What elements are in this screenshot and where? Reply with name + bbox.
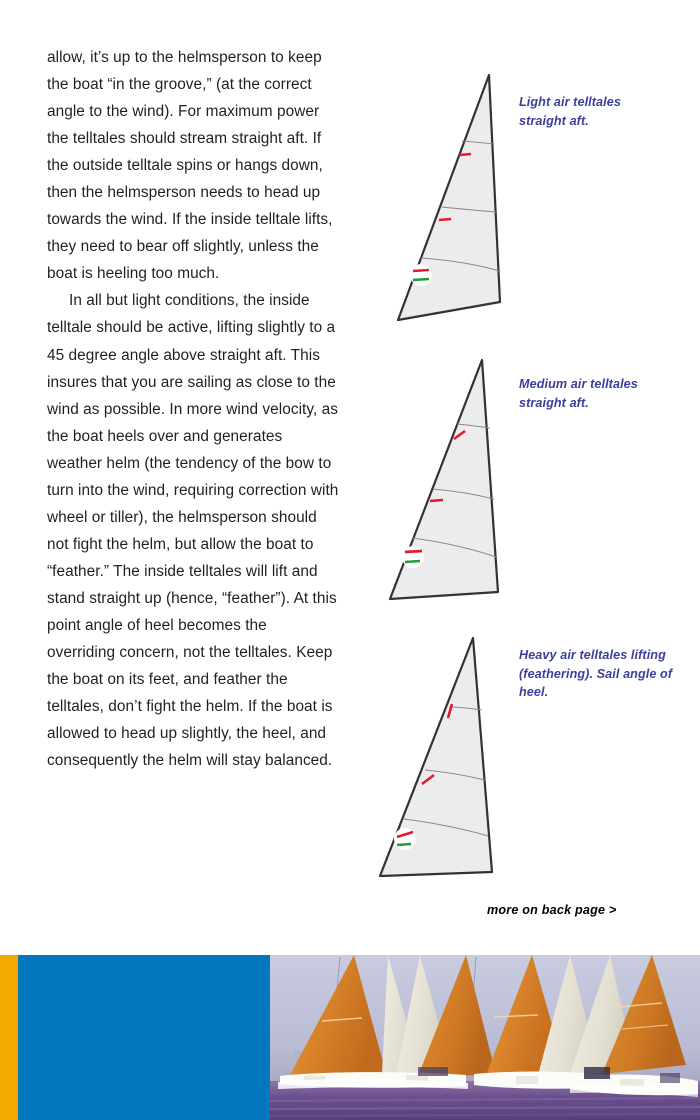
yellow-accent-strip: [0, 955, 18, 1120]
more-on-back-page-link[interactable]: more on back page >: [487, 903, 617, 917]
light-air-sail-diagram: [370, 62, 520, 342]
heavy-air-caption: Heavy air telltales lifting (feathering). Sail angle of heel.: [519, 648, 673, 700]
telltale-lower-red: [405, 551, 422, 552]
article-text-column: [47, 44, 339, 774]
light-air-caption: Light air telltales straight aft.: [519, 95, 621, 128]
medium-air-caption: Medium air telltales straight aft.: [519, 377, 638, 410]
body-paragraph-1: allow, it’s up to the helmsperson to keep the boat “in the groove,” (at the correct angle to the wind). For maximum power the telltales should stream straight aft. If the outside telltale spins or hangs down, then the helmsperson needs to head up towards the wind. If the inside telltale lifts, they need to bear off slightly, unless the boat is heeling too much.: [47, 49, 333, 283]
telltale-lower-green: [405, 561, 420, 562]
telltale-lower-red: [413, 270, 429, 271]
telltale-callout-bubble: [410, 264, 432, 286]
telltale-lower-green: [413, 279, 429, 280]
heavy-air-sail-diagram: [366, 620, 516, 890]
blue-color-block: [18, 955, 270, 1120]
telltale-lower-green: [397, 844, 411, 845]
medium-air-sail-diagram: [370, 352, 520, 620]
bottom-color-band: [0, 955, 700, 1120]
sailboat-race-photo: [270, 955, 700, 1120]
telltale-middle: [430, 500, 443, 501]
sail-outline: [398, 75, 500, 320]
telltale-upper: [459, 154, 471, 155]
body-paragraph-2: In all but light conditions, the inside telltale should be active, lifting slightly to a 45 degree angle above straight aft. This insures that you are sailing as close to the wind as possible. In more wind velocity, as the boat heels over and generates weather helm (the tendency of the bow to turn into the wind, requiring correction with wheel or tiller), the helmsperson should not fight the helm, but allow the boat to “feather.” The inside telltales will lift and stand straight up (hence, “feather”). At this point angle of heel becomes the overriding concern, not the telltales. Keep the boat on its feet, and feather the telltales, don’t fight the helm. If the boat is allowed to head up slightly, the heel, and consequently the helm will stay balanced.: [47, 292, 339, 770]
telltale-callout-bubble: [402, 546, 424, 568]
telltale-middle: [439, 219, 451, 220]
